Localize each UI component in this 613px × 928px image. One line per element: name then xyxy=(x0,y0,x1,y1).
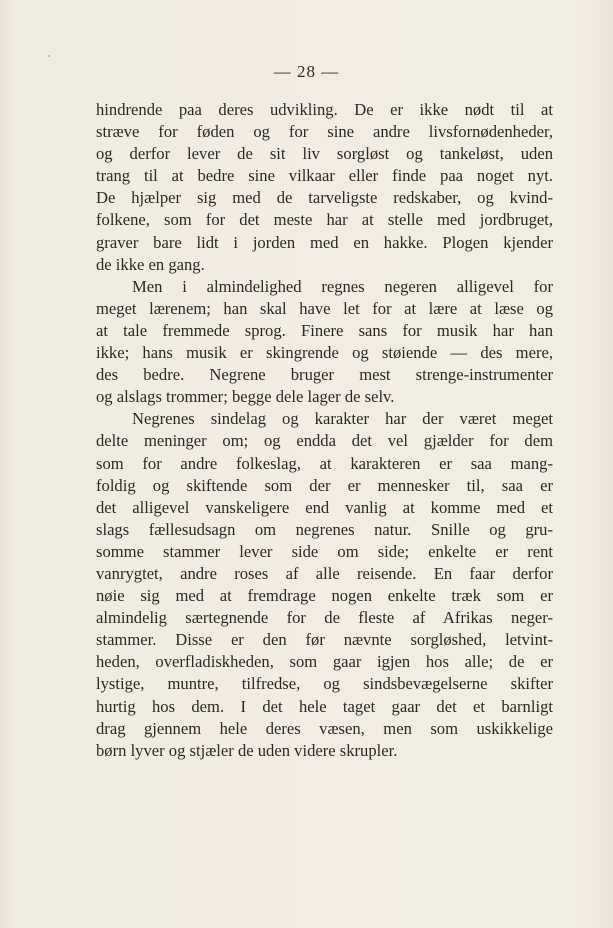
text-line: almindelig særtegnende for de fleste af Afrikas neger- xyxy=(96,608,553,628)
text-line: foldig og skiftende som der er mennesker til, saa er xyxy=(96,475,553,495)
text-line: hurtig hos dem. I det hele taget gaar det et barnligt xyxy=(96,696,553,716)
text-line: trang til at bedre sine vilkaar eller finde paa noget nyt. xyxy=(96,166,553,186)
text-line: stræve for føden og for sine andre livsfornødenheder, xyxy=(96,122,553,142)
text-line: stammer. Disse er den før nævnte sorgløshed, letvint- xyxy=(96,630,553,650)
text-line: De hjælper sig med de tarveligste redskaber, og kvind- xyxy=(96,188,553,208)
text-line: de ikke en gang. xyxy=(96,254,205,274)
page-number: — 28 — xyxy=(273,62,340,81)
text-line: som for andre folkeslag, at karakteren er saa mang- xyxy=(96,453,553,473)
text-line: ikke; hans musik er skingrende og støiende — des mere, xyxy=(96,343,553,363)
text-line: graver bare lidt i jorden med en hakke. Plogen kjender xyxy=(96,232,553,252)
text-line: des bedre. Negrene bruger mest strenge-instrumenter xyxy=(96,365,553,385)
text-line: delte meninger om; og endda det vel gjælder for dem xyxy=(96,431,553,451)
text-line: folkene, som for det meste har at stelle med jordbruget, xyxy=(96,210,553,230)
text-line: nøie sig med at fremdrage nogen enkelte træk som er xyxy=(96,586,553,606)
text-line: somme stammer lever side om side; enkelte er rent xyxy=(96,541,553,561)
text-line: vanrygtet, andre roses af alle reisende. En faar derfor xyxy=(96,563,553,583)
paragraph-1 xyxy=(96,99,553,276)
text-line: og derfor lever de sit liv sorgløst og tankeløst, uden xyxy=(96,144,553,164)
text-line: det alligevel vanskeligere end vanlig at komme med et xyxy=(96,497,553,517)
text-line: Men i almindelighed regnes negeren alligevel for xyxy=(132,276,553,296)
text-line: heden, overfladiskheden, som gaar igjen hos alle; de er xyxy=(96,652,553,672)
text-line: børn lyver og stjæler de uden videre skrupler. xyxy=(96,740,398,760)
text-line: at tale fremmede sprog. Finere sans for musik har han xyxy=(96,320,553,340)
body-text xyxy=(96,99,553,762)
text-line: lystige, muntre, tilfredse, og sindsbevægelserne skifter xyxy=(96,674,553,694)
paper-speck xyxy=(48,55,50,57)
text-line: hindrende paa deres udvikling. De er ikke nødt til at xyxy=(96,100,553,119)
paragraph-2 xyxy=(96,276,553,409)
text-line: meget lærenem; han skal have let for at lære at læse og xyxy=(96,298,553,318)
text-line: og alslags trommer; begge dele lager de selv. xyxy=(96,387,395,407)
text-line: slags fællesudsagn om negrenes natur. Snille og gru- xyxy=(96,519,553,539)
text-line: drag gjennem hele deres væsen, men som uskikkelige xyxy=(96,718,553,738)
text-line: Negrenes sindelag og karakter har der været meget xyxy=(132,409,553,429)
paragraph-3 xyxy=(96,408,553,762)
